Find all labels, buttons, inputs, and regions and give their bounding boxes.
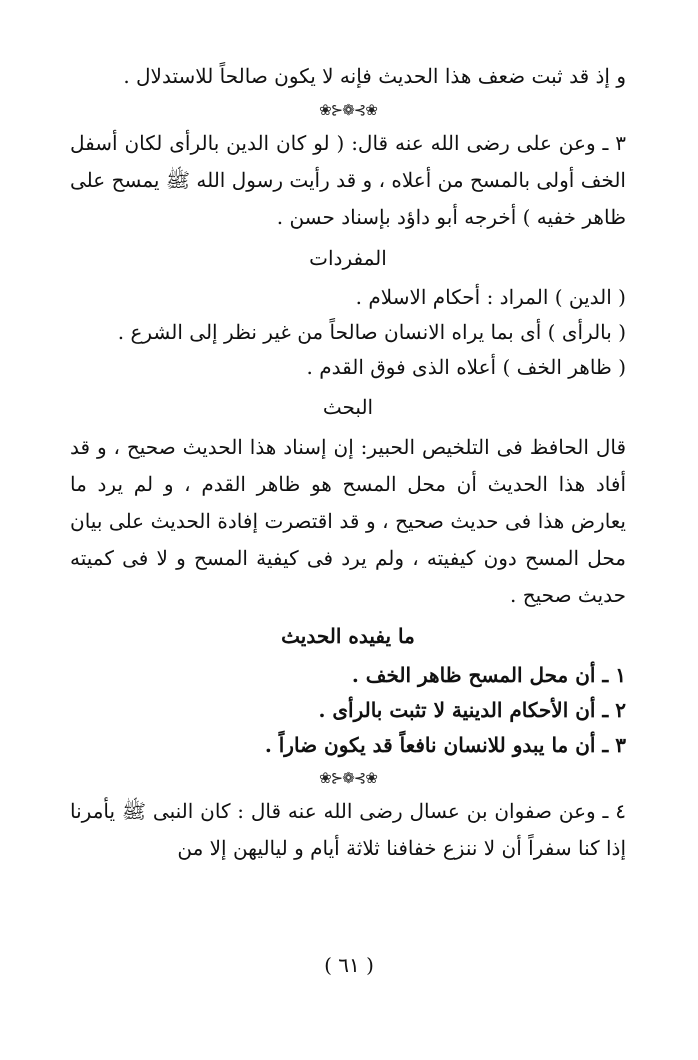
benefit-item-2: ٢ ـ أن الأحكام الدينية لا تثبت بالرأى .	[318, 698, 626, 722]
benefit-item-3: ٣ ـ أن ما يبدو للانسان نافعاً قد يكون ضاراً .	[264, 733, 626, 757]
vocab-item-religion: ( الدين ) المراد : أحكام الاسلام .	[355, 285, 626, 309]
hadith-4-paragraph: ٤ ـ وعن صفوان بن عسال رضى الله عنه قال : كان النبى ﷺ يأمرنا إذا كنا سفراً أن لا ننزع خفافنا ثلاثة أيام و لياليهن إلا من	[70, 799, 626, 860]
vocab-item-top-of-khuff: ( ظاهر الخف ) أعلاه الذى فوق القدم .	[306, 355, 626, 379]
hadith-3-paragraph: ٣ ـ وعن على رضى الله عنه قال: ( لو كان الدين بالرأى لكان أسفل الخف أولى بالمسح من أعلاه ، و قد رأيت رسول الله ﷺ يمسح على ظاهر خفيه ) أخرجه أبو داؤد بإسناد حسن .	[70, 131, 626, 229]
vocabulary-heading: المفردات	[309, 246, 387, 270]
intro-paragraph: و إذ قد ثبت ضعف هذا الحديث فإنه لا يكون صالحاً للاستدلال .	[123, 64, 626, 88]
ornament-divider-icon: ❀⊱❁⊰❀	[319, 101, 377, 119]
research-paragraph: قال الحافظ فى التلخيص الحبير: إن إسناد هذا الحديث صحيح ، و قد أفاد هذا الحديث أن محل المسح هو ظاهر القدم ، و لم يرد ما يعارض هذا فى حديث صحيح ، و قد اقتصرت إفادة الحديث على بيان محل المسح دون كيفيته ، ولم يرد فى كيفية المسح و لا فى كميته حديث صحيح .	[70, 435, 626, 607]
benefits-heading: ما يفيده الحديث	[281, 624, 415, 648]
ornament-divider-2-icon: ❀⊱❁⊰❀	[319, 769, 377, 787]
research-heading: البحث	[322, 395, 374, 419]
page-number: ( ٦١ )	[324, 953, 374, 977]
vocab-item-opinion: ( بالرأى ) أى بما يراه الانسان صالحاً من غير نظر إلى الشرع .	[117, 320, 626, 344]
benefit-item-1: ١ ـ أن محل المسح ظاهر الخف .	[351, 663, 626, 687]
